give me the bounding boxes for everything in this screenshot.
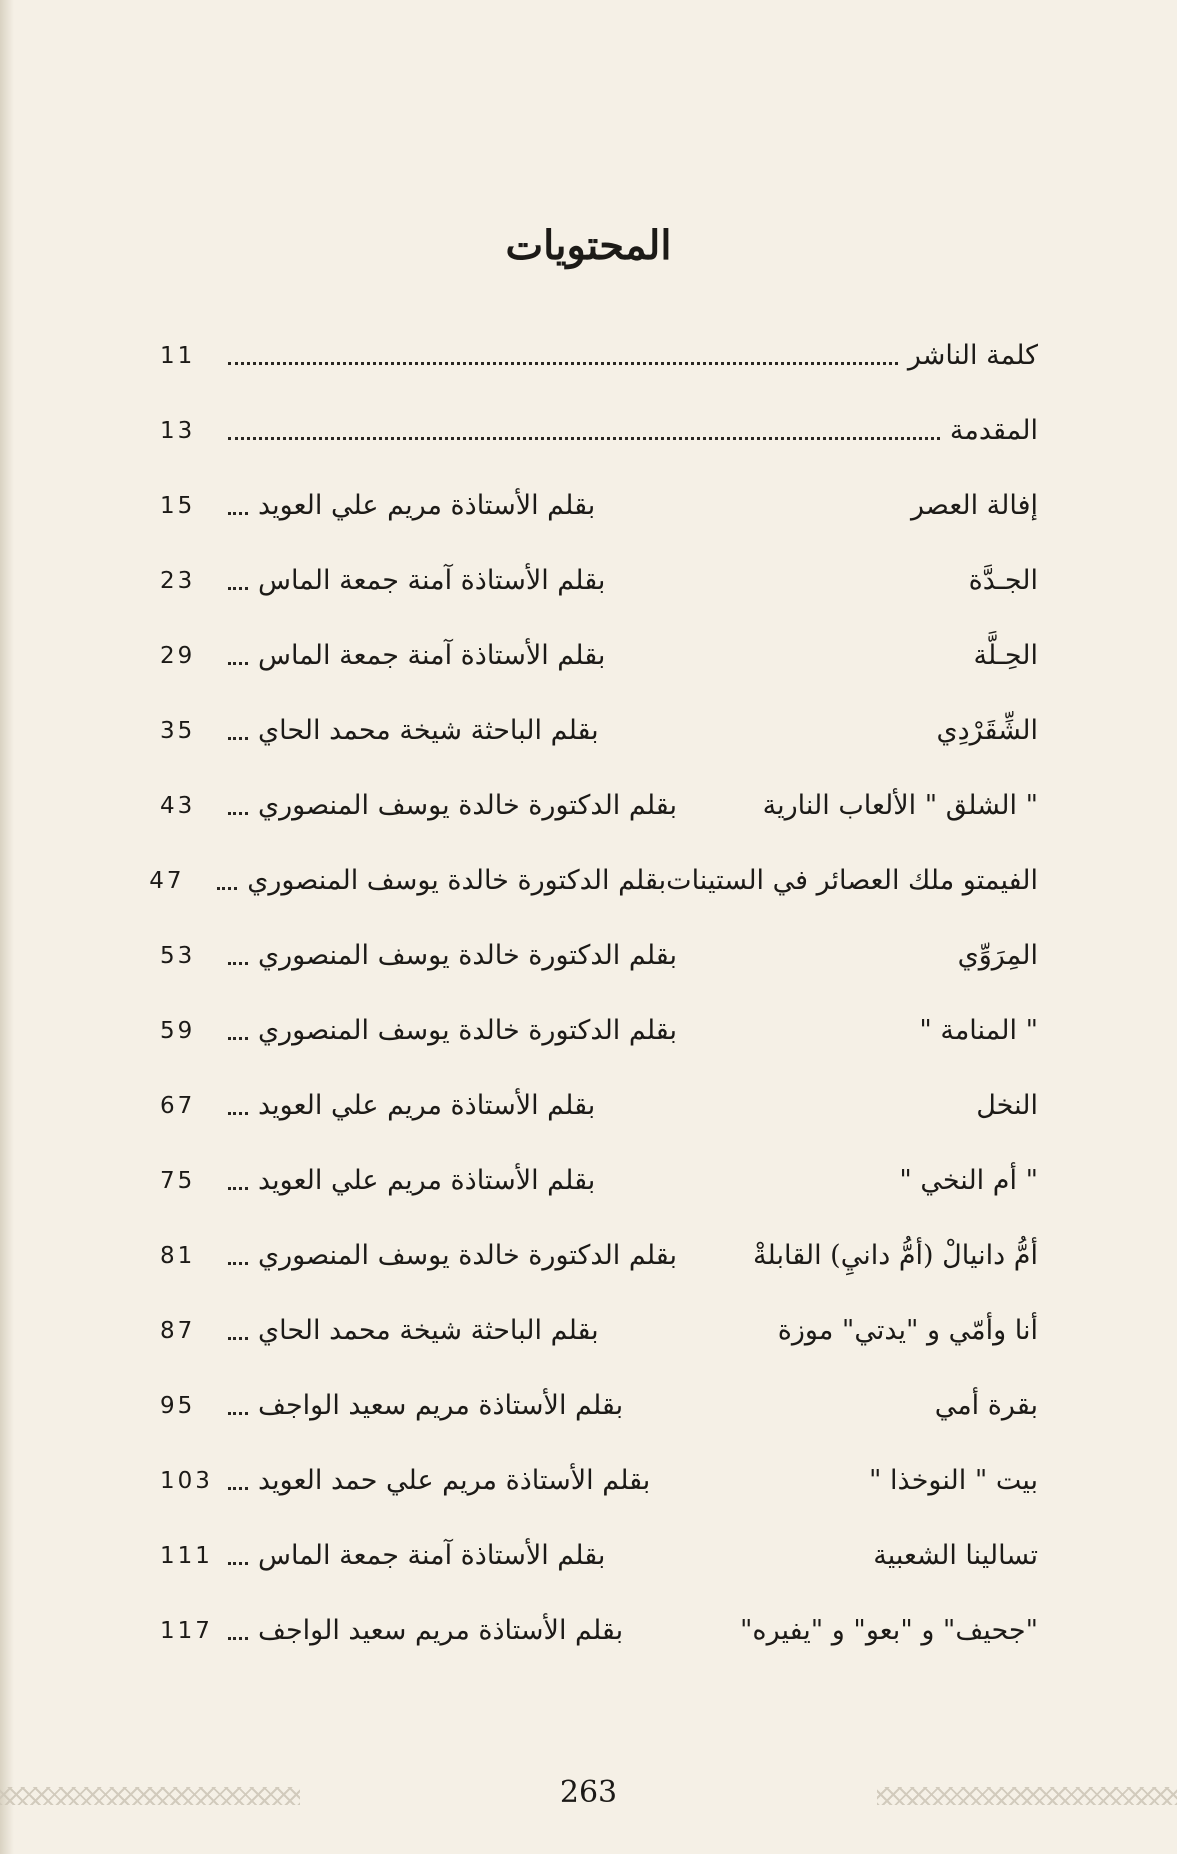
dot-leader [228,1241,248,1271]
toc-page-number: 15 [160,492,196,519]
toc-row [160,1143,1038,1218]
toc-row [160,1518,1038,1593]
toc-entry-author: بقلم الأستاذة آمنة جمعة الماس [258,1540,606,1571]
toc-entry-title: الحِـلَّة [973,640,1038,671]
toc-page-number: 111 [160,1542,213,1569]
toc-entry-author: بقلم الدكتورة خالدة يوسف المنصوري [258,940,677,971]
dot-leader [228,341,898,371]
toc-row [160,393,1038,468]
toc-row [160,468,1038,543]
toc-entry-author: بقلم الأستاذة مريم علي حمد العويد [258,1465,651,1496]
dot-leader [228,416,940,446]
dot-leader [228,1091,248,1121]
dot-leader [228,1316,248,1346]
dot-leader [228,566,248,596]
dot-leader [228,941,248,971]
dot-leader [228,716,248,746]
toc-row [160,993,1038,1068]
toc-entry-author: بقلم الباحثة شيخة محمد الحاي [258,1315,599,1346]
toc-entry-title: النخل [976,1090,1038,1121]
toc-row [160,1443,1038,1518]
toc-page-number: 11 [160,342,196,369]
toc-entry-author: بقلم الأستاذة مريم علي العويد [258,1165,596,1196]
toc-entry-author: بقلم الأستاذة مريم علي العويد [258,490,596,521]
toc-row [160,1293,1038,1368]
toc-entry-title: بقرة أمي [934,1390,1038,1421]
dot-leader [228,641,248,671]
toc-page-number: 87 [160,1317,196,1344]
toc-page-number: 59 [160,1017,196,1044]
toc-row [160,1218,1038,1293]
toc-entry-author: بقلم الأستاذة آمنة جمعة الماس [258,565,606,596]
page-edge-shadow [0,0,14,1854]
toc-row [160,918,1038,993]
toc-entry-title: كلمة الناشر [907,340,1038,371]
toc-entry-title: تسالينا الشعبية [873,1540,1038,1571]
toc-row [160,618,1038,693]
toc-entry-author: بقلم الباحثة شيخة محمد الحاي [258,715,599,746]
toc-row [160,318,1038,393]
table-of-contents [149,318,1038,1668]
toc-row [160,1368,1038,1443]
dot-leader [228,1616,248,1646]
toc-entry-author: بقلم الدكتورة خالدة يوسف المنصوري [247,865,667,896]
toc-page-number: 47 [149,867,185,894]
toc-page-number: 53 [160,942,196,969]
toc-entry-title: الجـدَّة [968,565,1038,596]
toc-entry-title: أنا وأمّي و "يدتي" موزة [777,1315,1038,1346]
toc-entry-title: المِرَوِّي [957,940,1038,971]
toc-entry-author: بقلم الدكتورة خالدة يوسف المنصوري [258,1240,677,1271]
dot-leader [228,1391,248,1421]
toc-page-number: 117 [160,1617,213,1644]
toc-entry-title: الفيمتو ملك العصائر في الستينات [666,865,1038,896]
toc-page-number: 13 [160,417,196,444]
dot-leader [228,1466,248,1496]
toc-row [160,1068,1038,1143]
toc-row [149,843,1038,918]
dot-leader [217,866,237,896]
toc-entry-title: " المنامة " [919,1015,1038,1046]
toc-page-number: 23 [160,567,196,594]
toc-row [160,1593,1038,1668]
toc-row [160,543,1038,618]
toc-entry-title: " الشلق " الألعاب النارية [762,790,1038,821]
toc-page-number: 43 [160,792,196,819]
toc-row [160,768,1038,843]
toc-entry-author: بقلم الدكتورة خالدة يوسف المنصوري [258,1015,677,1046]
dot-leader [228,491,248,521]
toc-page-number: 29 [160,642,196,669]
toc-page-number: 103 [160,1467,213,1494]
page-title: المحتويات [505,222,672,269]
toc-entry-title: الشِّقَرْدِي [936,715,1038,746]
toc-page-number: 95 [160,1392,196,1419]
toc-page-number: 67 [160,1092,196,1119]
page-footer [0,1775,1177,1819]
toc-page-number: 75 [160,1167,196,1194]
toc-entry-title: " أم النخي " [899,1165,1038,1196]
toc-entry-author: بقلم الأستاذة آمنة جمعة الماس [258,640,606,671]
toc-entry-author: بقلم الأستاذة مريم علي العويد [258,1090,596,1121]
toc-entry-title: "جحيف" و "بعو" و "يفيره" [740,1615,1038,1646]
dot-leader [228,1541,248,1571]
dot-leader [228,791,248,821]
toc-entry-author: بقلم الدكتورة خالدة يوسف المنصوري [258,790,677,821]
dot-leader [228,1166,248,1196]
toc-entry-title: إفالة العصر [911,490,1038,521]
toc-entry-title: المقدمة [949,415,1038,446]
toc-row [160,693,1038,768]
toc-entry-author: بقلم الأستاذة مريم سعيد الواجف [258,1390,624,1421]
toc-page-number: 35 [160,717,196,744]
page-number: 263 [559,1775,618,1810]
toc-page-number: 81 [160,1242,196,1269]
toc-entry-title: أمُّ دانيالْ (أمُّ دانيِ) القابلةْ [753,1240,1038,1271]
toc-entry-title: بيت " النوخذا " [869,1465,1038,1496]
toc-entry-author: بقلم الأستاذة مريم سعيد الواجف [258,1615,624,1646]
dot-leader [228,1016,248,1046]
